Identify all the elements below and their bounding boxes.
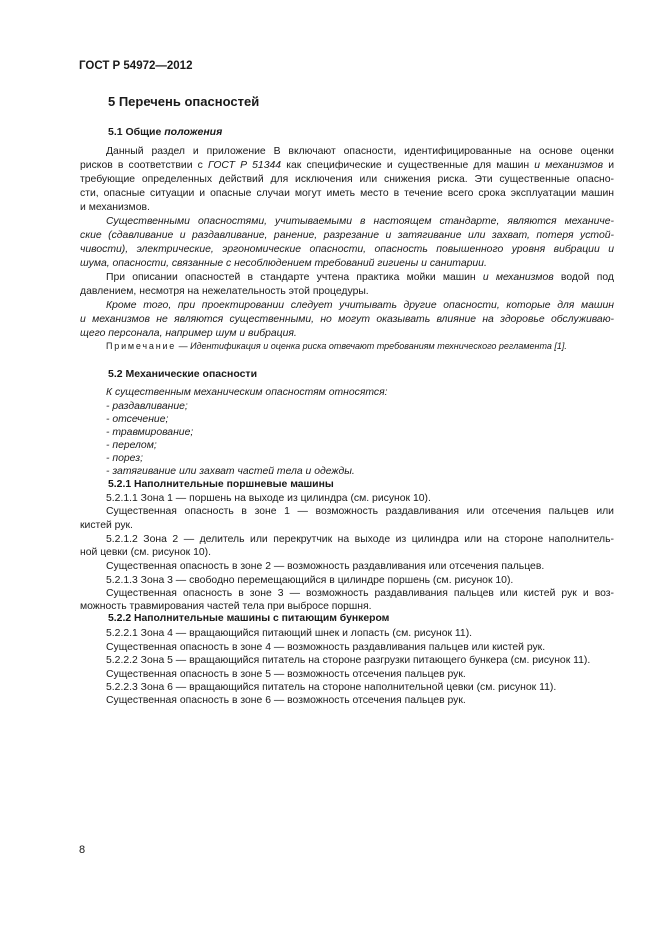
- section-title: 5 Перечень опасностей: [108, 94, 260, 109]
- s521-line-9: можность травмирования частей тела при выбросе поршня.: [80, 601, 372, 612]
- hazard-item: - травмирование;: [106, 427, 194, 438]
- subsection-5-2-2-title: 5.2.2 Наполнительные машины с питающим бункером: [108, 613, 390, 624]
- p3-line-2: давлением, несмотря на нежелательность этой процедуры.: [80, 286, 369, 297]
- s521-line-3: кистей рук.: [80, 520, 133, 531]
- subsection-5-1-suffix: положения: [164, 126, 223, 138]
- s522-line-6: Существенная опасность в зоне 6 — возможность отсечения пальцев рук.: [106, 695, 466, 706]
- note: [106, 341, 567, 351]
- p3-line-1: При описании опасностей в стандарте учтена практика мойки машин и механизмов водой под: [106, 272, 614, 283]
- s522-line-3: 5.2.2.2 Зона 5 — вращающийся питатель на стороне разгрузки питающего бункера (см. рисунок 11).: [106, 655, 591, 666]
- subsection-5-1-title: [108, 126, 222, 138]
- hazard-item: - затягивание или захват частей тела и одежды.: [106, 466, 355, 477]
- subsection-5-2-title: 5.2 Механические опасности: [108, 368, 258, 380]
- s521-line-5: ной цевки (см. рисунок 10).: [80, 547, 211, 558]
- hazards-intro: К существенным механическим опасностям относятся:: [106, 387, 388, 398]
- s521-line-2: Существенная опасность в зоне 1 — возможность раздавливания или отсечения пальцев или: [106, 506, 614, 517]
- s522-line-2: Существенная опасность в зоне 4 — возможность раздавливания пальцев или кистей рук.: [106, 642, 546, 653]
- subsection-5-2-1-title: 5.2.1 Наполнительные поршневые машины: [108, 479, 334, 490]
- s521-line-1: 5.2.1.1 Зона 1 — поршень на выходе из цилиндра (см. рисунок 10).: [106, 493, 431, 504]
- s522-line-5: 5.2.2.3 Зона 6 — вращающийся питатель на стороне наполнительной цевки (см. рисунок 11).: [106, 682, 557, 693]
- p4-line-3: щего персонала, например шум и вибрация.: [80, 328, 297, 339]
- p1-line-2: рисков в соответствии с ГОСТ Р 51344 как специфические и существенные для машин и механизмов и: [80, 160, 615, 171]
- p1-line-3: требующие определенных действий для исключения или снижения риска. Эти существенные опасно-: [80, 174, 614, 185]
- s522-line-4: Существенная опасность в зоне 5 — возможность отсечения пальцев рук.: [106, 669, 466, 680]
- page-number: 8: [79, 844, 86, 856]
- p4-line-2: и механизмов не являются существенными, но могут оказывать влияние на здоровье обслуживаю-: [80, 314, 614, 325]
- s522-line-1: 5.2.2.1 Зона 4 — вращающийся питающий шнек и лопасть (см. рисунок 11).: [106, 628, 473, 639]
- p2-line-2: ские (сдавливание и раздавливание, ранение, разрезание и затягивание или захват, потеря устой-: [80, 230, 614, 241]
- hazard-item: - отсечение;: [106, 414, 169, 425]
- p1-line-5: и механизмов.: [80, 202, 150, 213]
- p1-line-4: сти, опасные ситуации и опасные случаи могут иметь место в течение всего срока эксплуатации машин: [80, 188, 614, 199]
- s521-line-6: Существенная опасность в зоне 2 — возможность раздавливания или отсечения пальцев.: [106, 561, 545, 572]
- hazard-item: - перелом;: [106, 440, 157, 451]
- s521-line-8: Существенная опасность в зоне 3 — возможность раздавливания пальцев или кистей рук и воз-: [106, 588, 614, 599]
- s521-line-7: 5.2.1.3 Зона 3 — свободно перемещающийся в цилиндре поршень (см. рисунок 10).: [106, 575, 514, 586]
- note-text: — Идентификация и оценка риска отвечают требованиям технического регламента [1].: [176, 341, 567, 351]
- p2-line-4: шума, опасности, связанные с несоблюдением требований гигиены и санитарии.: [80, 258, 487, 269]
- hazard-item: - порез;: [106, 453, 144, 464]
- p2-line-1: Существенными опасностями, учитываемыми в настоящем стандарте, являются механиче-: [106, 216, 614, 227]
- s521-line-4: 5.2.1.2 Зона 2 — делитель или перекрутчик на выходе из цилиндра или на стороне наполнитель-: [106, 534, 614, 545]
- document-header: ГОСТ Р 54972—2012: [79, 60, 193, 72]
- note-label: Примечание: [106, 341, 177, 351]
- p4-line-1: Кроме того, при проектировании следует учитывать другие опасности, которые для машин: [106, 300, 614, 311]
- subsection-5-1-prefix: 5.1 Общие: [108, 126, 165, 138]
- p1-line-1: Данный раздел и приложение В включают опасности, идентифицированные на основе оценки: [106, 146, 614, 157]
- hazard-item: - раздавливание;: [106, 401, 188, 412]
- p2-line-3: чивости), электрические, эргономические опасности, опасность повышенного уровня вибрации и: [80, 244, 614, 255]
